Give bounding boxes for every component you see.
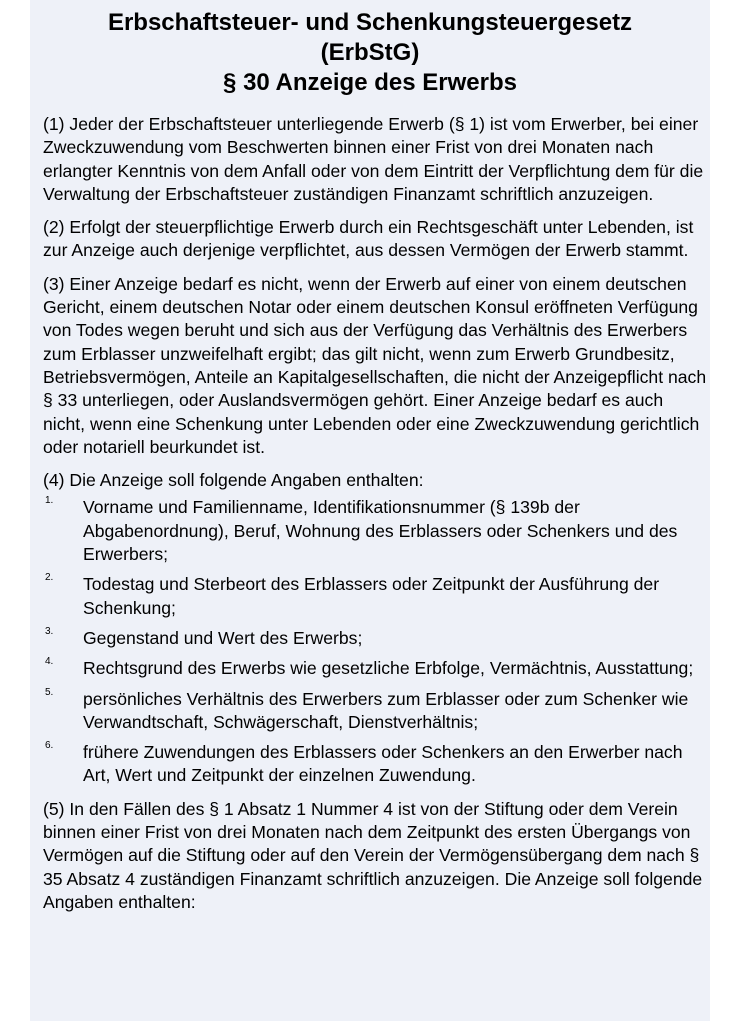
section-heading: § 30 Anzeige des Erwerbs [223, 69, 517, 96]
law-name: Erbschaftsteuer- und Schenkungsteuergesetz [107, 9, 633, 36]
list-item-text: persönliches Verhältnis des Erwerbers zum Erblasser oder zum Schenker wie Verwandtschaft, Schwägerschaft, Dienstverhältnis; [83, 688, 689, 732]
list-item [43, 496, 708, 566]
list-item-text: frühere Zuwendungen des Erblassers oder Schenkers an den Erwerber nach Art, Wert und Zeitpunkt der einzelnen Zuwendung. [83, 742, 683, 786]
paragraph-5: (5) In den Fällen des § 1 Absatz 1 Nummer 4 ist von der Stiftung oder dem Verein binnen einer Frist von drei Monaten nach dem Zeitpunkt des ersten Übergangs von Vermögen auf die Stiftung oder auf den Verein der Vermögensübergang dem nach § 35 Absatz 4 zuständigen Finanzamt schriftlich anzuzeigen. Die Anzeige soll folgende Angaben enthalten: [43, 798, 703, 912]
list-item-number: 4. [45, 656, 54, 668]
paragraph-3: (3) Einer Anzeige bedarf es nicht, wenn der Erwerb auf einer von einem deutschen Gericht, einem deutschen Notar oder einem deutschen Konsul eröffneten Verfügung von Todes wegen beruht und sich aus der Verfügung das Verhältnis des Erwerbers zum Erblasser unzweifelhaft ergibt; das gilt nicht, wenn zum Erwerb Grundbesitz, Betriebsvermögen, Anteile an Kapitalgesellschaften, die nicht der Anzeigepflicht nach § 33 unterliegen, oder Auslandsvermögen gehört. Einer Anzeige bedarf es auch nicht, wenn eine Schenkung unter Lebenden oder eine Zweckzuwendung gerichtlich oder notariell beurkundet ist. [43, 273, 707, 457]
list-item-number: 6. [45, 740, 54, 752]
list-item-number: 3. [45, 625, 54, 637]
list-item-text: Todestag und Sterbeort des Erblassers oder Zeitpunkt der Ausführung der Schenkung; [83, 574, 660, 618]
paragraph-1: (1) Jeder der Erbschaftsteuer unterliegende Erwerb (§ 1) ist vom Erwerber, bei einer Zweckzuwendung vom Beschwerten binnen einer Frist von drei Monaten nach erlangter Kenntnis von dem Anfall oder von dem Eintritt der Verpflichtung dem für die Verwaltung der Erbschaftsteuer zuständigen Finanzamt schriftlich anzuzeigen. [43, 114, 704, 204]
required-details-list [43, 496, 708, 787]
list-item [43, 657, 708, 680]
document-body [43, 113, 708, 924]
list-item-text: Vorname und Familienname, Identifikationsnummer (§ 139b der Abgabenordnung), Beruf, Wohnung des Erblassers oder Schenkers und des Erwerbers; [83, 497, 678, 565]
list-item [43, 627, 708, 650]
list-item [43, 688, 708, 735]
list-item-number: 5. [45, 686, 54, 698]
list-item-number: 2. [45, 572, 54, 584]
list-item-text: Rechtsgrund des Erwerbs wie gesetzliche Erbfolge, Vermächtnis, Ausstattung; [83, 658, 694, 679]
list-item [43, 741, 708, 788]
list-item [43, 573, 708, 620]
document-title [30, 8, 710, 98]
list-item-number: 1. [45, 495, 54, 507]
paragraph-2: (2) Erfolgt der steuerpflichtige Erwerb durch ein Rechtsgeschäft unter Lebenden, ist zur Anzeige auch derjenige verpflichtet, aus dessen Vermögen der Erwerb stammt. [43, 217, 694, 261]
paragraph-4: (4) Die Anzeige soll folgende Angaben enthalten: [43, 470, 424, 491]
law-abbreviation: (ErbStG) [320, 39, 420, 66]
document-page [30, 0, 710, 1021]
list-item-text: Gegenstand und Wert des Erwerbs; [83, 627, 363, 648]
